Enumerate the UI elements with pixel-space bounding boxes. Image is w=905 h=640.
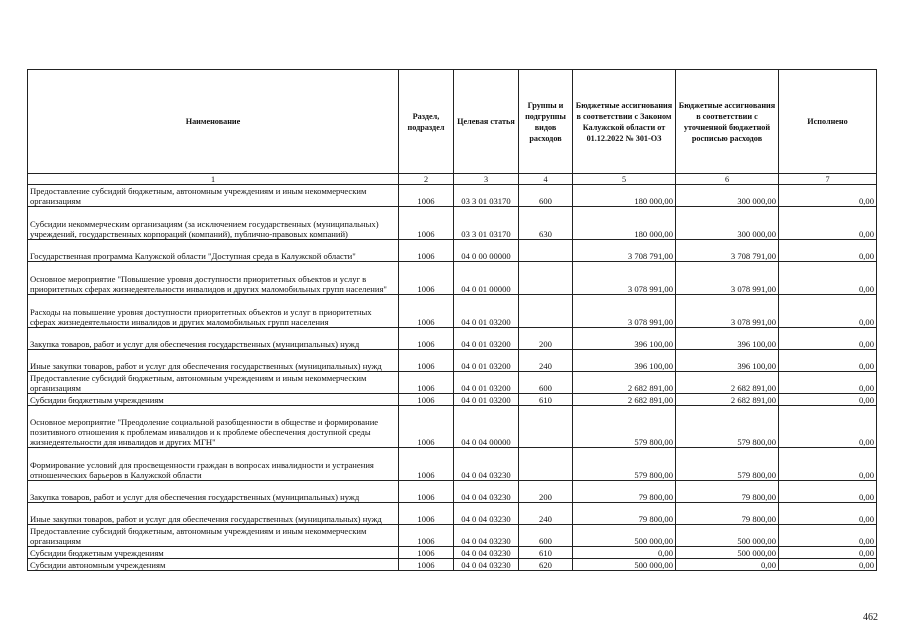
row-done-amount: 0,00 — [779, 372, 877, 394]
row-done-amount: 0,00 — [779, 559, 877, 571]
header-row — [28, 70, 877, 174]
row-group — [519, 448, 573, 481]
row-done-amount: 0,00 — [779, 207, 877, 240]
row-law-amount: 396 100,00 — [573, 350, 676, 372]
table-row — [28, 481, 877, 503]
column-number: 3 — [454, 174, 519, 185]
row-group: 610 — [519, 547, 573, 559]
header-refined: Бюджетные ассигнования в соответствии с уточненной бюджетной росписью расходов — [676, 70, 779, 174]
row-target: 04 0 01 03200 — [454, 350, 519, 372]
row-name: Предоставление субсидий бюджетным, автономным учреждениям и иным некоммерческим организациям — [28, 525, 399, 547]
row-law-amount: 396 100,00 — [573, 328, 676, 350]
row-done-amount: 0,00 — [779, 406, 877, 448]
row-name: Государственная программа Калужской области "Доступная среда в Калужской области" — [28, 240, 399, 262]
table-row — [28, 207, 877, 240]
row-razdel: 1006 — [399, 262, 454, 295]
row-razdel: 1006 — [399, 207, 454, 240]
row-name: Закупка товаров, работ и услуг для обеспечения государственных (муниципальных) нужд — [28, 328, 399, 350]
row-razdel: 1006 — [399, 328, 454, 350]
row-name: Субсидии автономным учреждениям — [28, 559, 399, 571]
column-number: 6 — [676, 174, 779, 185]
row-refined-amount: 3 078 991,00 — [676, 262, 779, 295]
row-target: 04 0 04 03230 — [454, 547, 519, 559]
row-razdel: 1006 — [399, 372, 454, 394]
row-law-amount: 2 682 891,00 — [573, 394, 676, 406]
row-done-amount: 0,00 — [779, 525, 877, 547]
row-target: 04 0 01 03200 — [454, 328, 519, 350]
row-name: Предоставление субсидий бюджетным, автономным учреждениям и иным некоммерческим организациям — [28, 372, 399, 394]
row-target: 03 3 01 03170 — [454, 185, 519, 207]
row-razdel: 1006 — [399, 547, 454, 559]
row-target: 04 0 04 03230 — [454, 503, 519, 525]
row-law-amount: 3 078 991,00 — [573, 262, 676, 295]
row-razdel: 1006 — [399, 185, 454, 207]
table-row — [28, 185, 877, 207]
row-name: Расходы на повышение уровня доступности приоритетных объектов и услуг в приоритетных сферах жизнедеятельности инвалидов и других маломобильных групп населения — [28, 295, 399, 328]
row-done-amount: 0,00 — [779, 240, 877, 262]
header-law: Бюджетные ассигнования в соответствии с Законом Калужской области от 01.12.2022 № 301-ОЗ — [573, 70, 676, 174]
row-target: 04 0 01 03200 — [454, 372, 519, 394]
table-body — [28, 185, 877, 571]
row-refined-amount: 300 000,00 — [676, 207, 779, 240]
row-refined-amount: 79 800,00 — [676, 503, 779, 525]
row-refined-amount: 0,00 — [676, 559, 779, 571]
column-number: 1 — [28, 174, 399, 185]
row-group: 600 — [519, 185, 573, 207]
row-razdel: 1006 — [399, 448, 454, 481]
row-name: Субсидии некоммерческим организациям (за исключением государственных (муниципальных) учреждений, государственных корпораций (компаний), публично-правовых компаний) — [28, 207, 399, 240]
table-row — [28, 372, 877, 394]
row-target: 04 0 00 00000 — [454, 240, 519, 262]
row-group — [519, 295, 573, 328]
row-group — [519, 406, 573, 448]
budget-table — [27, 69, 877, 571]
table-row — [28, 240, 877, 262]
row-law-amount: 3 078 991,00 — [573, 295, 676, 328]
header-target: Целевая статья — [454, 70, 519, 174]
row-group — [519, 262, 573, 295]
table-row — [28, 394, 877, 406]
row-group: 200 — [519, 328, 573, 350]
row-law-amount: 180 000,00 — [573, 207, 676, 240]
row-refined-amount: 579 800,00 — [676, 448, 779, 481]
row-target: 04 0 01 00000 — [454, 262, 519, 295]
column-number: 5 — [573, 174, 676, 185]
row-target: 04 0 04 03230 — [454, 481, 519, 503]
table-row — [28, 448, 877, 481]
table-row — [28, 295, 877, 328]
row-name: Субсидии бюджетным учреждениям — [28, 547, 399, 559]
row-group: 600 — [519, 525, 573, 547]
row-refined-amount: 396 100,00 — [676, 350, 779, 372]
row-done-amount: 0,00 — [779, 481, 877, 503]
row-law-amount: 500 000,00 — [573, 559, 676, 571]
row-law-amount: 79 800,00 — [573, 503, 676, 525]
table-row — [28, 350, 877, 372]
row-done-amount: 0,00 — [779, 295, 877, 328]
row-group: 240 — [519, 503, 573, 525]
row-refined-amount: 396 100,00 — [676, 328, 779, 350]
row-refined-amount: 300 000,00 — [676, 185, 779, 207]
row-razdel: 1006 — [399, 481, 454, 503]
row-law-amount: 500 000,00 — [573, 525, 676, 547]
header-name: Наименование — [28, 70, 399, 174]
row-name: Предоставление субсидий бюджетным, автономным учреждениям и иным некоммерческим организациям — [28, 185, 399, 207]
column-number: 2 — [399, 174, 454, 185]
table-row — [28, 559, 877, 571]
row-law-amount: 3 708 791,00 — [573, 240, 676, 262]
row-razdel: 1006 — [399, 559, 454, 571]
row-law-amount: 579 800,00 — [573, 448, 676, 481]
header-group: Группы и подгруппы видов расходов — [519, 70, 573, 174]
row-razdel: 1006 — [399, 394, 454, 406]
row-law-amount: 180 000,00 — [573, 185, 676, 207]
row-done-amount: 0,00 — [779, 350, 877, 372]
row-group: 600 — [519, 372, 573, 394]
row-done-amount: 0,00 — [779, 328, 877, 350]
row-target: 04 0 01 03200 — [454, 295, 519, 328]
row-done-amount: 0,00 — [779, 262, 877, 295]
row-law-amount: 0,00 — [573, 547, 676, 559]
row-group: 620 — [519, 559, 573, 571]
table-row — [28, 525, 877, 547]
row-law-amount: 79 800,00 — [573, 481, 676, 503]
row-target: 04 0 04 03230 — [454, 525, 519, 547]
row-target: 04 0 04 03230 — [454, 448, 519, 481]
table-row — [28, 547, 877, 559]
row-razdel: 1006 — [399, 295, 454, 328]
table-row — [28, 406, 877, 448]
row-refined-amount: 500 000,00 — [676, 525, 779, 547]
row-group: 200 — [519, 481, 573, 503]
row-razdel: 1006 — [399, 240, 454, 262]
row-razdel: 1006 — [399, 350, 454, 372]
row-group: 630 — [519, 207, 573, 240]
row-razdel: 1006 — [399, 406, 454, 448]
column-number: 4 — [519, 174, 573, 185]
row-target: 04 0 04 03230 — [454, 559, 519, 571]
row-done-amount: 0,00 — [779, 547, 877, 559]
page-number: 462 — [863, 612, 878, 623]
row-razdel: 1006 — [399, 525, 454, 547]
row-name: Основное мероприятие "Преодоление социальной разобщенности в обществе и формирование позитивного отношения к проблемам инвалидов и к проблеме обеспечения доступной среды жизнедеятельности для инвалидов и других МГН" — [28, 406, 399, 448]
row-group: 610 — [519, 394, 573, 406]
row-name: Иные закупки товаров, работ и услуг для обеспечения государственных (муниципальных) нужд — [28, 350, 399, 372]
row-law-amount: 579 800,00 — [573, 406, 676, 448]
row-name: Закупка товаров, работ и услуг для обеспечения государственных (муниципальных) нужд — [28, 481, 399, 503]
row-name: Формирование условий для просвещенности граждан в вопросах инвалидности и устранения отношенческих барьеров в Калужской области — [28, 448, 399, 481]
row-refined-amount: 579 800,00 — [676, 406, 779, 448]
column-number-row — [28, 174, 877, 185]
row-group — [519, 240, 573, 262]
row-razdel: 1006 — [399, 503, 454, 525]
table-row — [28, 262, 877, 295]
row-group: 240 — [519, 350, 573, 372]
row-target: 04 0 04 00000 — [454, 406, 519, 448]
row-name: Основное мероприятие "Повышение уровня доступности приоритетных объектов и услуг в приоритетных сферах жизнедеятельности инвалидов и других маломобильных групп населения" — [28, 262, 399, 295]
column-number: 7 — [779, 174, 877, 185]
table-row — [28, 503, 877, 525]
header-razdel: Раздел, подраздел — [399, 70, 454, 174]
row-done-amount: 0,00 — [779, 503, 877, 525]
row-done-amount: 0,00 — [779, 448, 877, 481]
row-done-amount: 0,00 — [779, 185, 877, 207]
row-refined-amount: 500 000,00 — [676, 547, 779, 559]
row-refined-amount: 2 682 891,00 — [676, 394, 779, 406]
row-refined-amount: 79 800,00 — [676, 481, 779, 503]
row-name: Субсидии бюджетным учреждениям — [28, 394, 399, 406]
row-target: 04 0 01 03200 — [454, 394, 519, 406]
row-refined-amount: 3 708 791,00 — [676, 240, 779, 262]
table-row — [28, 328, 877, 350]
row-name: Иные закупки товаров, работ и услуг для обеспечения государственных (муниципальных) нужд — [28, 503, 399, 525]
row-refined-amount: 3 078 991,00 — [676, 295, 779, 328]
row-target: 03 3 01 03170 — [454, 207, 519, 240]
row-done-amount: 0,00 — [779, 394, 877, 406]
row-law-amount: 2 682 891,00 — [573, 372, 676, 394]
row-refined-amount: 2 682 891,00 — [676, 372, 779, 394]
header-done: Исполнено — [779, 70, 877, 174]
